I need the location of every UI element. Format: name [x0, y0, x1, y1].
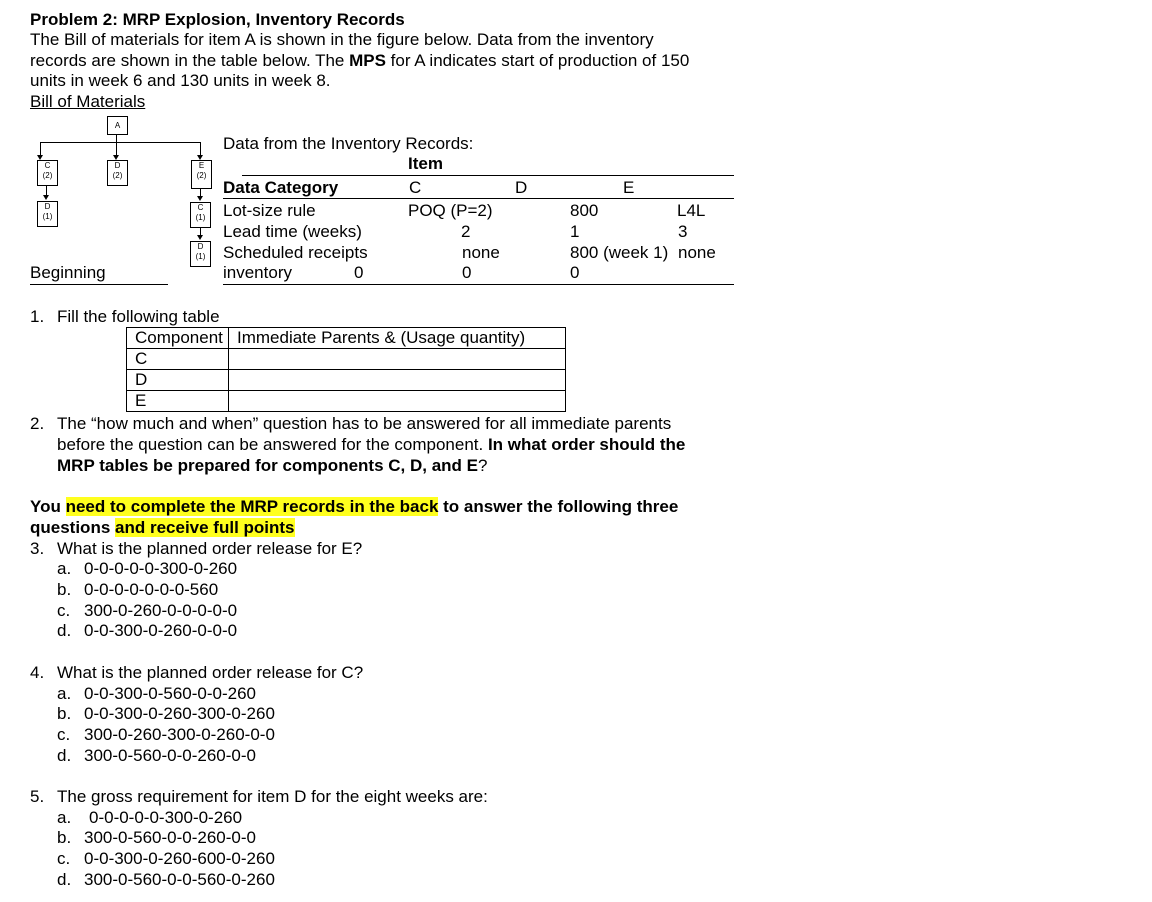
option-item[interactable] [57, 725, 275, 745]
option-item[interactable] [57, 580, 219, 600]
cell-d: 800 (week 1) [570, 243, 669, 262]
column-header-c: C [409, 178, 422, 197]
item-header: Item [408, 154, 443, 173]
beginning-label: Beginning [30, 263, 106, 282]
notice-highlight: and receive full points [115, 518, 295, 537]
arrow-down-icon [197, 235, 203, 240]
option-text: 300-0-560-0-0-560-0-260 [84, 870, 275, 889]
question-number: 5. [30, 787, 45, 806]
table-rule [223, 198, 734, 199]
bom-connector [116, 134, 117, 142]
component-cell: C [127, 349, 229, 370]
notice-text: questions [30, 518, 116, 537]
question-1 [30, 307, 220, 327]
bom-node-qty: (2) [42, 171, 53, 180]
question-text: before the question can be answered for the component. [57, 435, 488, 454]
parents-answer-cell[interactable] [229, 391, 566, 412]
option-letter: b. [57, 828, 72, 847]
option-item[interactable] [57, 601, 238, 621]
question-4 [30, 663, 364, 683]
option-letter: b. [57, 580, 72, 599]
inventory-caption: Data from the Inventory Records: [223, 134, 474, 153]
arrow-down-icon [197, 196, 203, 201]
question-text: What is the planned order release for C? [57, 663, 364, 682]
bom-node-d-under-c [37, 201, 58, 227]
inventory-value-e: 0 [570, 263, 580, 282]
inventory-value-d: 0 [462, 263, 472, 282]
option-text: 0-0-0-0-0-300-0-260 [89, 808, 243, 827]
component-cell: E [127, 391, 229, 412]
bom-node-label: E [198, 161, 205, 170]
question-number: 3. [30, 539, 45, 558]
cell-d: 1 [570, 222, 580, 241]
inventory-value-c: 0 [354, 263, 364, 282]
component-cell: D [127, 370, 229, 391]
page-title: Problem 2: MRP Explosion, Inventory Records [30, 10, 405, 29]
option-item[interactable] [57, 704, 275, 724]
table-header-row [127, 328, 566, 349]
question-text: Fill the following table [57, 307, 220, 326]
option-text: 0-0-300-0-260-300-0-260 [84, 704, 275, 723]
option-item[interactable] [57, 828, 256, 848]
header-component: Component [127, 328, 229, 349]
cell-e: L4L [677, 201, 706, 220]
notice-line-2 [30, 518, 295, 538]
column-header-e: E [623, 178, 635, 197]
column-header-d: D [515, 178, 528, 197]
question-text: ? [477, 456, 488, 475]
option-letter: a. [57, 808, 72, 827]
parents-answer-cell[interactable] [229, 349, 566, 370]
intro-line-2 [30, 51, 689, 71]
arrow-down-icon [43, 195, 49, 200]
option-letter: c. [57, 725, 71, 744]
question-2-line-3 [57, 456, 487, 476]
header-parents: Immediate Parents & (Usage quantity) [229, 328, 566, 349]
bom-node-c-under-e [190, 202, 211, 228]
intro-text: for A indicates start of production of 150 [385, 51, 690, 70]
question-2 [30, 414, 672, 434]
parents-table [126, 327, 566, 412]
question-text: The “how much and when” question has to be answered for all immediate parents [57, 414, 672, 433]
option-item[interactable] [57, 684, 256, 704]
option-letter: d. [57, 621, 72, 640]
question-emphasis: In what order should the [487, 435, 686, 454]
row-label: Scheduled receipts [223, 243, 368, 262]
bom-node-a [107, 116, 128, 135]
cell-c: none [462, 243, 500, 262]
bom-heading: Bill of Materials [30, 92, 146, 111]
bom-node-e [191, 160, 212, 189]
option-text: 0-0-300-0-260-0-0-0 [84, 621, 238, 640]
notice-line-1 [30, 497, 678, 517]
table-rule [30, 284, 168, 285]
option-item[interactable] [57, 621, 238, 641]
bom-connector [40, 142, 201, 143]
notice-text: to answer the following three [438, 497, 679, 516]
bom-node-label: D [44, 202, 51, 211]
notice-text: You [30, 497, 66, 516]
bom-node-qty: (1) [42, 212, 53, 221]
bom-node-label: A [114, 121, 121, 130]
question-emphasis: MRP tables be prepared for components C, D, and E [57, 456, 478, 475]
cell-d: 800 [570, 201, 599, 220]
column-header-category: Data Category [223, 178, 339, 197]
question-text: What is the planned order release for E? [57, 539, 363, 558]
table-row [127, 391, 566, 412]
option-item[interactable] [57, 808, 243, 828]
table-row [127, 349, 566, 370]
option-text: 0-0-300-0-260-600-0-260 [84, 849, 275, 868]
bom-node-label: D [114, 161, 121, 170]
bom-node-d [107, 160, 128, 186]
option-item[interactable] [57, 559, 238, 579]
bom-node-d-under-ce [190, 241, 211, 267]
mps-term: MPS [349, 51, 386, 70]
option-letter: a. [57, 684, 72, 703]
bom-node-c [37, 160, 58, 186]
option-text: 0-0-0-0-0-300-0-260 [84, 559, 238, 578]
option-letter: d. [57, 746, 72, 765]
option-item[interactable] [57, 870, 275, 890]
intro-line-1: The Bill of materials for item A is shown in the figure below. Data from the inventory [30, 30, 654, 49]
option-text: 0-0-0-0-0-0-0-560 [84, 580, 219, 599]
option-item[interactable] [57, 746, 256, 766]
cell-e: none [678, 243, 716, 262]
question-number: 4. [30, 663, 45, 682]
question-3 [30, 539, 363, 559]
bom-node-qty: (1) [195, 213, 206, 222]
table-rule [223, 284, 734, 285]
bom-node-qty: (2) [196, 171, 207, 180]
option-item[interactable] [57, 849, 275, 869]
row-label: Lead time (weeks) [223, 222, 362, 241]
question-number: 2. [30, 414, 45, 433]
notice-highlight: need to complete the MRP records in the back [65, 497, 439, 516]
cell-c: POQ (P=2) [408, 201, 493, 220]
table-row [127, 370, 566, 391]
question-number: 1. [30, 307, 45, 326]
option-letter: b. [57, 704, 72, 723]
bom-node-label: C [44, 161, 51, 170]
option-letter: d. [57, 870, 72, 889]
cell-e: 3 [678, 222, 688, 241]
intro-line-3: units in week 6 and 130 units in week 8. [30, 71, 331, 90]
cell-c: 2 [461, 222, 471, 241]
option-text: 300-0-260-0-0-0-0-0 [84, 601, 238, 620]
bom-node-qty: (2) [112, 171, 123, 180]
option-text: 300-0-560-0-0-260-0-0 [84, 746, 256, 765]
table-rule [242, 175, 734, 176]
question-5 [30, 787, 488, 807]
bom-node-qty: (1) [195, 252, 206, 261]
row-label: Lot-size rule [223, 201, 316, 220]
option-text: 300-0-560-0-0-260-0-0 [84, 828, 256, 847]
option-text: 0-0-300-0-560-0-0-260 [84, 684, 256, 703]
intro-text: records are shown in the table below. The [30, 51, 350, 70]
option-letter: c. [57, 601, 71, 620]
option-letter: a. [57, 559, 72, 578]
option-letter: c. [57, 849, 71, 868]
option-text: 300-0-260-300-0-260-0-0 [84, 725, 275, 744]
bom-node-label: D [197, 242, 204, 251]
bom-node-label: C [197, 203, 204, 212]
inventory-label: inventory [223, 263, 292, 282]
question-2-line-2 [57, 435, 685, 455]
question-text: The gross requirement for item D for the eight weeks are: [57, 787, 488, 806]
parents-answer-cell[interactable] [229, 370, 566, 391]
